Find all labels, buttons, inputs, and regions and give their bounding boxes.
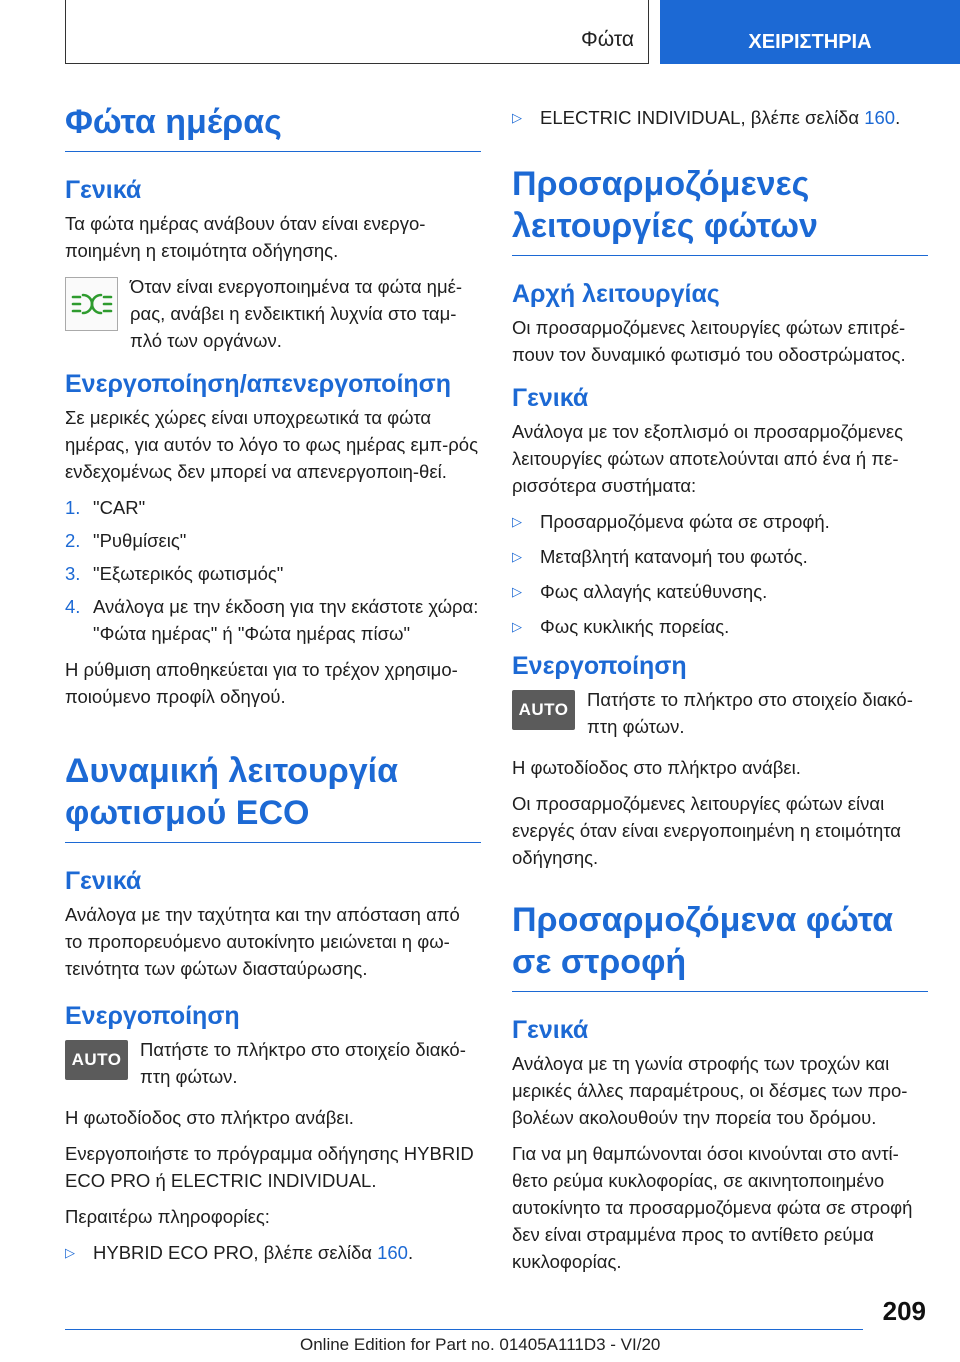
heading-general: Γενικά [65,176,142,204]
list-item: 1. "CAR" [65,497,146,518]
auto-button-icon: AUTO [65,1040,128,1080]
paragraph: Ανάλογα με τον εξοπλισμό οι προσαρμοζόμενες λειτουργίες φώτων αποτελούνται από ένα ή πε-ρισσότερα συστήματα: [512,421,903,496]
paragraph: Οι προσαρμοζόμενες λειτουργίες φώτων είναι ενεργές όταν είναι ενεργοποιημένη η ετοιμότητα οδήγησης. [512,793,901,868]
triangle-bullet-icon: ▷ [512,619,522,634]
list-item: ▷ HYBRID ECO PRO, βλέπε σελίδα 160. [65,1239,481,1266]
paragraph: Για να μη θαμπώνονται όσοι κινούνται στο αντί-θετο ρεύμα κυκλοφορίας, σε ακινητοποιημένο αυτοκίνητο τα προσαρμοζόμενα φώτα σε στροφή δεν είναι στραμμένα προς το αντίθετο ρεύμα κυκλοφορίας. [512,1143,913,1272]
reference-list [512,104,928,131]
auto-button-icon: AUTO [512,690,575,730]
paragraph: Περαιτέρω πληροφορίες: [65,1206,270,1227]
indicator-note [65,273,481,354]
left-column [65,95,481,1276]
heading-activation-deactivation: Ενεργοποίηση/απενεργοποίηση [65,370,452,398]
daytime-light-indicator-icon [65,277,118,331]
header-box [65,0,649,64]
paragraph: Οι προσαρμοζόμενες λειτουργίες φώτων επιτρέ-πουν τον δυναμικό φωτισμό του οδοστρώματος. [512,317,906,365]
triangle-bullet-icon: ▷ [512,514,522,529]
list-item: ▷ ELECTRIC INDIVIDUAL, βλέπε σελίδα 160. [512,104,928,131]
indicator-note-text: Όταν είναι ενεργοποιημένα τα φώτα ημέ-ρας, ανάβει η ενδεικτική λυχνία στο ταμ-πλό των οργάνων. [130,276,463,351]
paragraph: Η φωτοδίοδος στο πλήκτρο ανάβει. [65,1107,354,1128]
triangle-bullet-icon: ▷ [512,584,522,599]
triangle-bullet-icon: ▷ [512,110,522,125]
header-chapter-tab[interactable]: ΧΕΙΡΙΣΤΗΡΙΑ [660,0,960,64]
paragraph: Η φωτοδίοδος στο πλήκτρο ανάβει. [512,757,801,778]
reference-list [65,1239,481,1266]
paragraph: Σε μερικές χώρες είναι υποχρεωτικά τα φώτα ημέρας, για αυτόν το λόγο το φως ημέρας εμπ-ρός ενδεχομένως δεν μπορεί να απενεργοποιη-θεί. [65,407,479,482]
header-section-title: Φώτα [581,28,634,51]
list-item: 2. "Ρυθμίσεις" [65,530,187,551]
right-column [512,104,928,1284]
auto-button-note-text: Πατήστε το πλήκτρο στο στοιχείο διακό-πτη φώτων. [140,1039,466,1087]
page-number: 209 [882,1296,926,1326]
footer-divider [65,1329,863,1330]
heading-general: Γενικά [65,867,142,895]
auto-button-note-text: Πατήστε το πλήκτρο στο στοιχείο διακό-πτη φώτων. [587,689,913,737]
section-title-cornering-lights: Προσαρμοζόμενα φώτα σε στροφή [512,893,928,992]
heading-general: Γενικά [512,384,589,412]
list-item: 4. Ανάλογα με την έκδοση για την εκάστοτε χώρα: "Φώτα ημέρας" ή "Φώτα ημέρας πίσω" [65,596,479,644]
page-reference-link[interactable]: 160 [864,107,896,128]
list-item: ▷ Προσαρμοζόμενα φώτα σε στροφή. [512,508,928,535]
section-title-adaptive-lighting: Προσαρμοζόμενες λειτουργίες φώτων [512,157,928,256]
heading-principle: Αρχή λειτουργίας [512,280,720,308]
systems-list [512,508,928,640]
list-item: ▷ Μεταβλητή κατανομή του φωτός. [512,543,928,570]
paragraph: Ανάλογα με την ταχύτητα και την απόσταση από το προπορευόμενο αυτοκίνητο μειώνεται η φω-τεινότητα των φώτων διασταύρωσης. [65,904,460,979]
paragraph: Ανάλογα με τη γωνία στροφής των τροχών και μερικές άλλες παραμέτρους, οι δέσμες των προ-βολέων ακολουθούν την πορεία του δρόμου. [512,1053,908,1128]
paragraph: Η ρύθμιση αποθηκεύεται για το τρέχον χρησιμο-ποιούμενο προφίλ οδηγού. [65,659,458,707]
auto-button-note [512,686,928,740]
heading-activation: Ενεργοποίηση [512,652,687,680]
footer-edition: Online Edition for Part no. 01405A111D3 - VI/20 [300,1335,661,1354]
heading-activation: Ενεργοποίηση [65,1002,240,1030]
page-reference-link[interactable]: 160 [377,1242,408,1263]
section-title-eco-lighting: Δυναμική λειτουργία φωτισμού ECO [65,744,481,843]
heading-general: Γενικά [512,1016,589,1044]
triangle-bullet-icon: ▷ [65,1245,75,1260]
list-item: ▷ Φως αλλαγής κατεύθυνσης. [512,578,928,605]
paragraph: Τα φώτα ημέρας ανάβουν όταν είναι ενεργο-ποιημένη η ετοιμότητα οδήγησης. [65,213,426,261]
section-title-daytime-lights: Φώτα ημέρας [65,95,481,152]
triangle-bullet-icon: ▷ [512,549,522,564]
paragraph: Ενεργοποιήστε το πρόγραμμα οδήγησης HYBRID ECO PRO ή ELECTRIC INDIVIDUAL. [65,1143,474,1191]
list-item: 3. "Εξωτερικός φωτισμός" [65,563,284,584]
settings-steps-list [65,494,481,647]
list-item: ▷ Φως κυκλικής πορείας. [512,613,928,640]
auto-button-note [65,1036,481,1090]
